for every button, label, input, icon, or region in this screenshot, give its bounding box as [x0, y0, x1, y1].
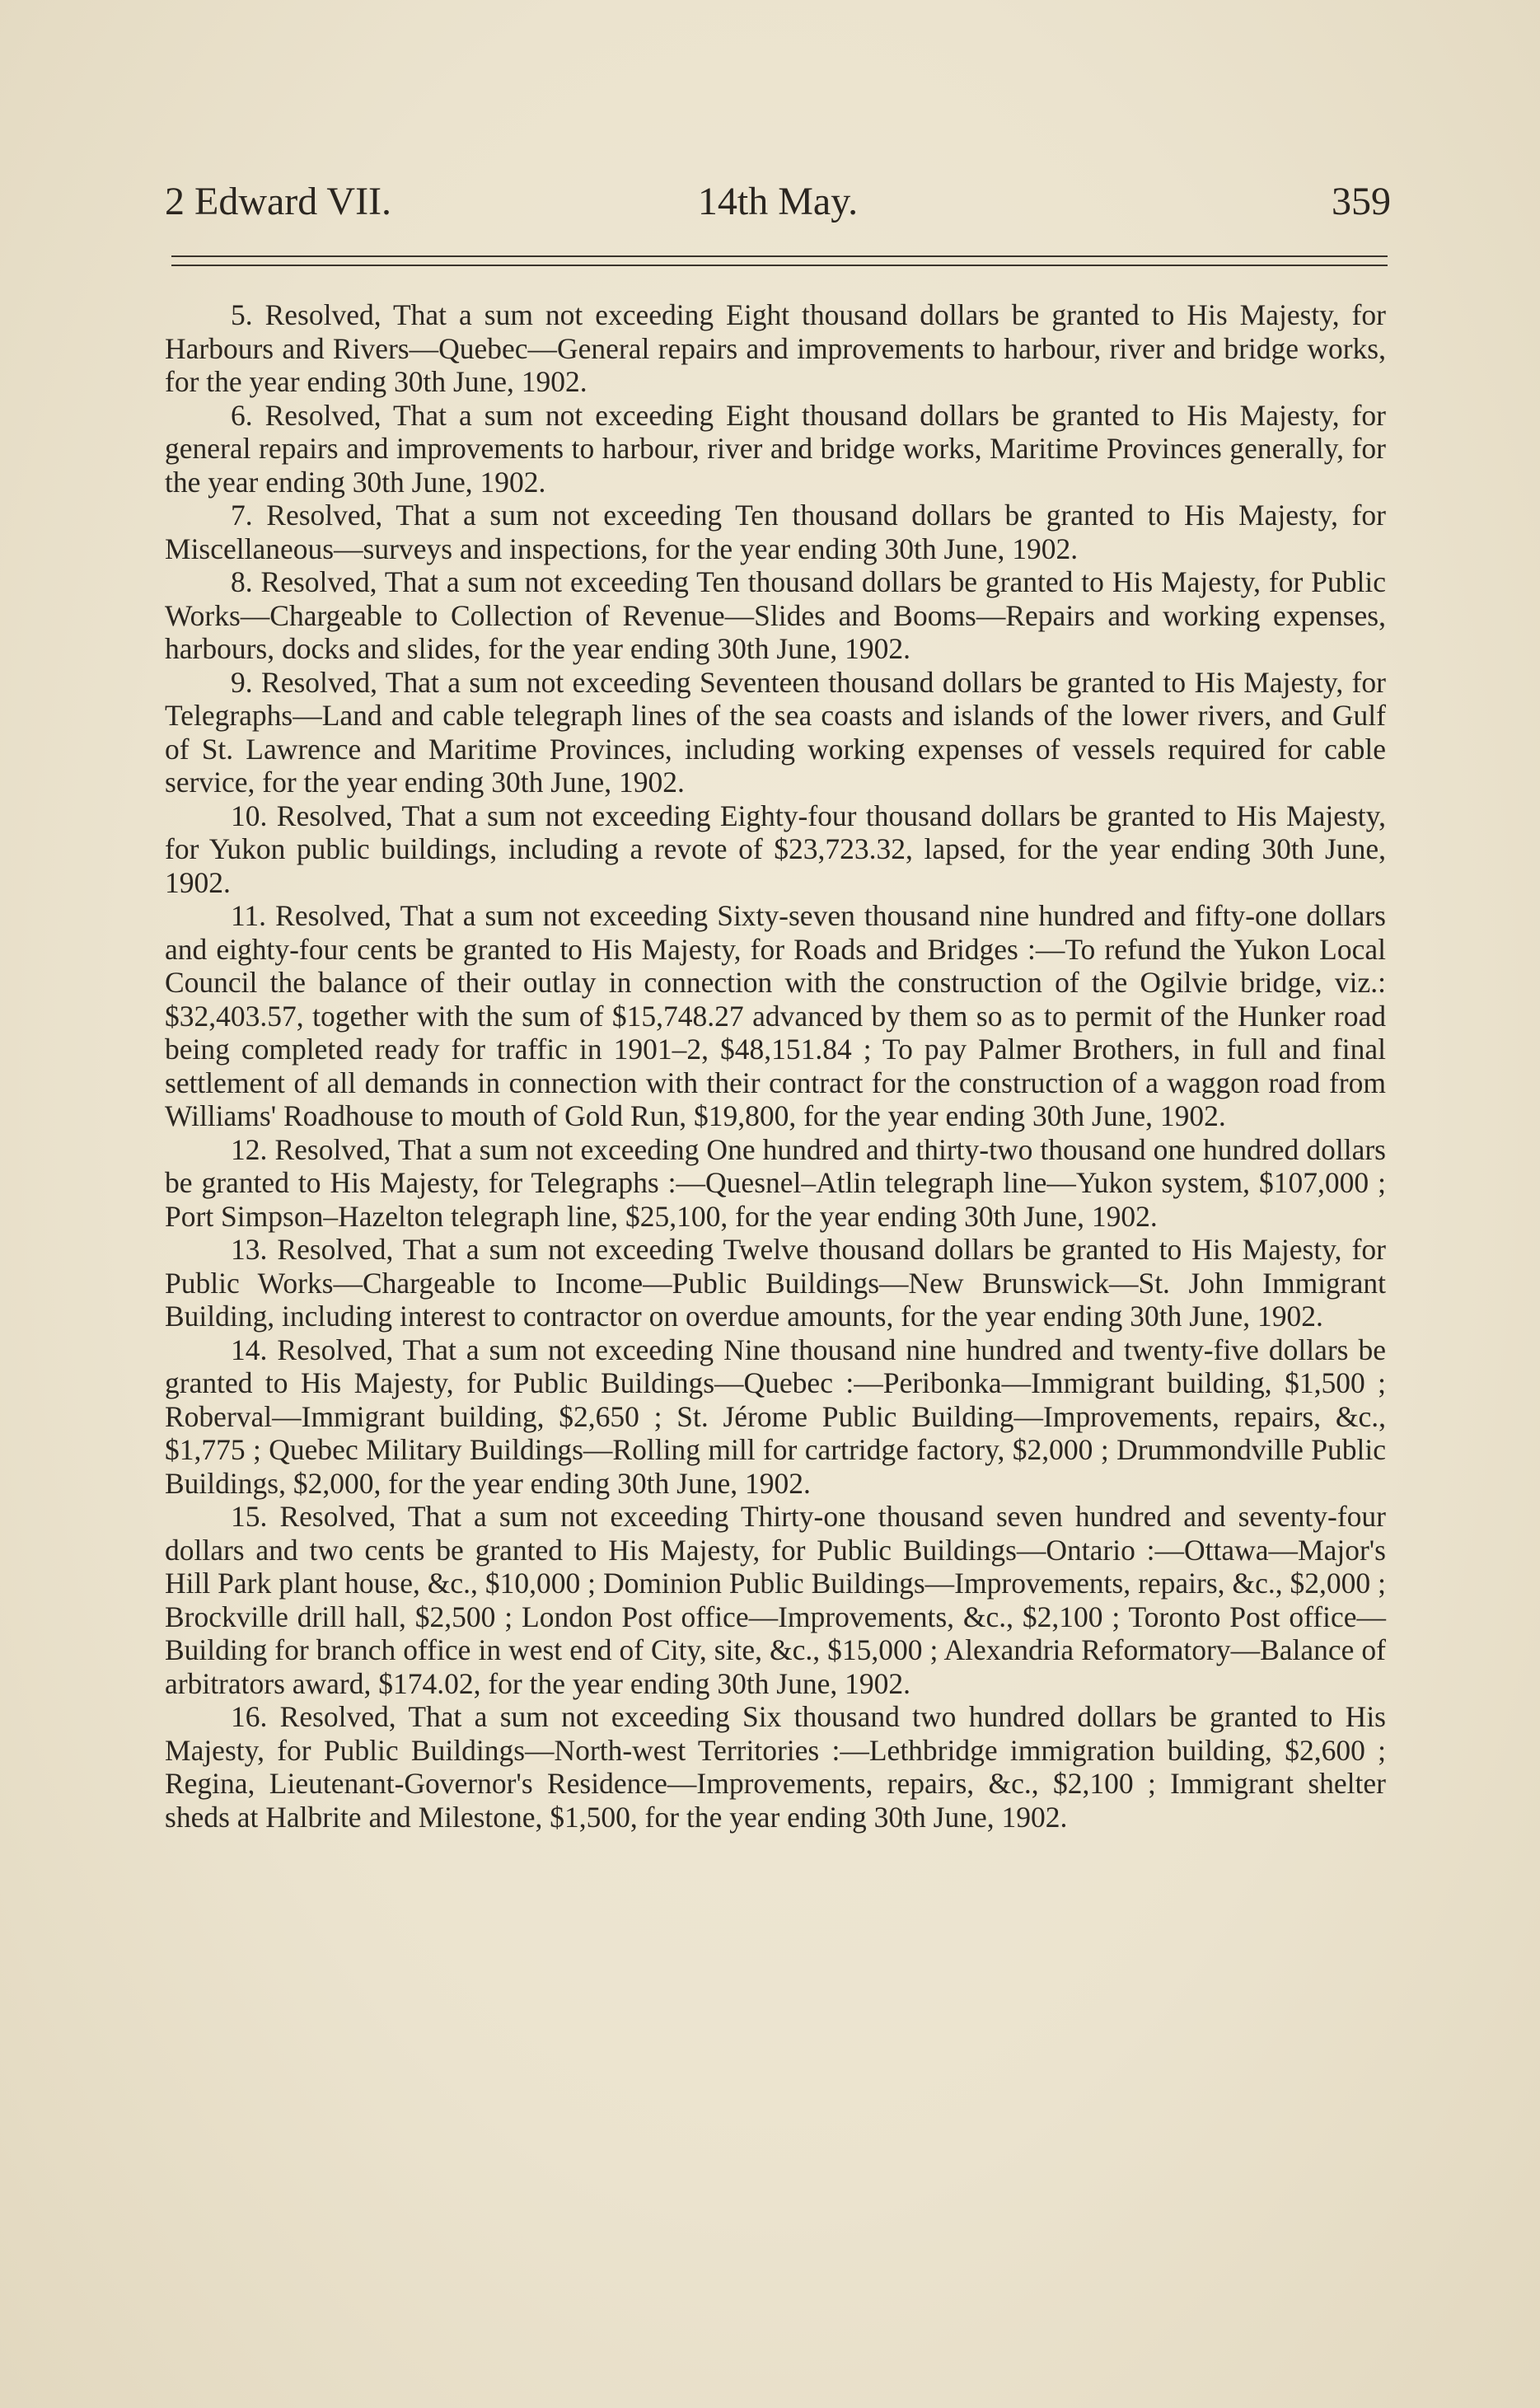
resolution-paragraph: 12. Resolved, That a sum not exceeding One hundred and thirty-two thousand one hundred dollars be granted to His Majesty, for Telegraphs :—Quesnel–Atlin telegraph line—Yukon system, $107,000 ; Port Simpson–Hazelton telegraph line, $25,100, for the year ending 30th June, 1902.	[165, 1132, 1386, 1233]
resolution-paragraph: 13. Resolved, That a sum not exceeding Twelve thousand dollars be granted to His Majesty, for Public Works—Chargeable to Income—Public Buildings—New Brunswick—St. John Immigrant Building, including interest to contractor on overdue amounts, for the year ending 30th June, 1902.	[165, 1233, 1386, 1333]
page-body	[165, 298, 1386, 1834]
resolution-paragraph: 14. Resolved, That a sum not exceeding Nine thousand nine hundred and twenty-five dollars be granted to His Majesty, for Public Buildings—Quebec :—Peribonka—Immigrant building, $1,500 ; Roberval—Immigrant building, $2,650 ; St. Jérome Public Building—Improvements, repairs, &c., $1,775 ; Quebec Military Buildings—Rolling mill for cartridge factory, $2,000 ; Drummondville Public Buildings, $2,000, for the year ending 30th June, 1902.	[165, 1333, 1386, 1500]
resolution-paragraph: 16. Resolved, That a sum not exceeding Six thousand two hundred dollars be granted to His Majesty, for Public Buildings—North-west Territories :—Lethbridge immigration building, $2,600 ; Regina, Lieutenant-Governor's Residence—Improvements, repairs, &c., $2,100 ; Immigrant shelter sheds at Halbrite and Milestone, $1,500, for the year ending 30th June, 1902.	[165, 1700, 1386, 1834]
resolution-paragraph: 11. Resolved, That a sum not exceeding Sixty-seven thousand nine hundred and fifty-one dollars and eighty-four cents be granted to His Majesty, for Roads and Bridges :—To refund the Yukon Local Council the balance of their outlay in connection with the construction of the Ogilvie bridge, viz.: $32,403.57, together with the sum of $15,748.27 advanced by them so as to permit of the Hunker road being completed ready for traffic in 1901–2, $48,151.84 ; To pay Palmer Brothers, in full and final settlement of all demands in connection with their contract for the construction of a waggon road from Williams' Roadhouse to mouth of Gold Run, $19,800, for the year ending 30th June, 1902.	[165, 899, 1386, 1132]
resolution-paragraph: 10. Resolved, That a sum not exceeding Eighty-four thousand dollars be granted to His Majesty, for Yukon public buildings, including a revote of $23,723.32, lapsed, for the year ending 30th June, 1902.	[165, 799, 1386, 899]
resolution-paragraph: 15. Resolved, That a sum not exceeding Thirty-one thousand seven hundred and seventy-four dollars and two cents be granted to His Majesty, for Public Buildings—Ontario :—Ottawa—Major's Hill Park plant house, &c., $10,000 ; Dominion Public Buildings—Improvements, repairs, &c., $2,000 ; Brockville drill hall, $2,500 ; London Post office—Improvements, &c., $2,100 ; Toronto Post office—Building for branch office in west end of City, site, &c., $15,000 ; Alexandria Reformatory—Balance of arbitrators award, $174.02, for the year ending 30th June, 1902.	[165, 1500, 1386, 1700]
resolution-paragraph: 6. Resolved, That a sum not exceeding Eight thousand dollars be granted to His Majesty, for general repairs and improvements to harbour, river and bridge works, Maritime Provinces generally, for the year ending 30th June, 1902.	[165, 398, 1386, 499]
resolution-paragraph: 9. Resolved, That a sum not exceeding Seventeen thousand dollars be granted to His Majesty, for Telegraphs—Land and cable telegraph lines of the sea coasts and islands of the lower rivers, and Gulf of St. Lawrence and Maritime Provinces, including working expenses of vessels required for cable service, for the year ending 30th June, 1902.	[165, 665, 1386, 799]
resolution-paragraph: 7. Resolved, That a sum not exceeding Ten thousand dollars be granted to His Majesty, for Miscellaneous—surveys and inspections, for the year ending 30th June, 1902.	[165, 499, 1386, 565]
regnal-year: 2 Edward VII.	[165, 180, 392, 223]
header-rule-bottom	[171, 265, 1388, 266]
page-header	[165, 173, 1391, 231]
resolution-paragraph: 8. Resolved, That a sum not exceeding Ten thousand dollars be granted to His Majesty, for Public Works—Chargeable to Collection of Revenue—Slides and Booms—Repairs and working expenses, harbours, docks and slides, for the year ending 30th June, 1902.	[165, 565, 1386, 665]
page-date: 14th May.	[697, 180, 859, 223]
resolution-paragraph: 5. Resolved, That a sum not exceeding Eight thousand dollars be granted to His Majesty, for Harbours and Rivers—Quebec—General repairs and improvements to harbour, river and bridge works, for the year ending 30th June, 1902.	[165, 298, 1386, 398]
header-rule-top	[171, 255, 1388, 257]
page-number: 359	[1332, 180, 1391, 223]
